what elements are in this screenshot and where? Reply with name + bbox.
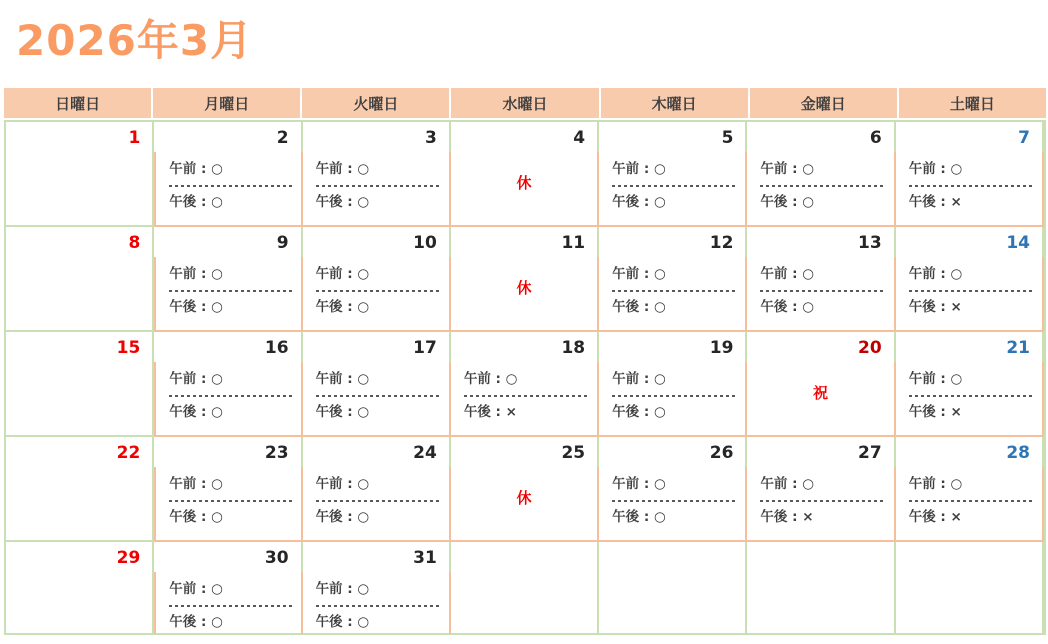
am-status: 午前 : ○ (612, 161, 666, 177)
day-number (599, 542, 747, 572)
calendar-week-row (6, 122, 1044, 227)
calendar-grid (4, 120, 1046, 635)
am-status: 午前 : ○ (169, 371, 223, 387)
pm-status: 午後 : ○ (612, 194, 666, 210)
day-cell (599, 542, 747, 634)
day-body (6, 467, 154, 540)
day-cell (451, 227, 599, 332)
dashed-separator (909, 500, 1033, 502)
am-status: 午前 : ○ (315, 581, 370, 597)
pm-status: 午後 : × (908, 194, 962, 210)
am-status: 午前 : ○ (908, 476, 963, 492)
pm-status: 午後 : × (908, 299, 962, 315)
dashed-separator (760, 185, 884, 187)
day-body (303, 572, 451, 634)
closed-note: 休 (516, 174, 532, 192)
day-number: 20 (747, 332, 895, 362)
pm-status: 午後 : ○ (612, 299, 666, 315)
day-number: 9 (154, 227, 302, 257)
day-body (896, 257, 1044, 330)
day-number (896, 542, 1044, 572)
dashed-separator (612, 185, 736, 187)
weekday-header-row (4, 88, 1046, 118)
day-cell (599, 122, 747, 227)
calendar-title: 2026年3月 (16, 16, 254, 65)
day-number: 13 (747, 227, 895, 257)
pm-status: 午後 : ○ (169, 404, 223, 420)
am-status: 午前 : ○ (760, 266, 814, 282)
dashed-separator (316, 290, 440, 292)
am-status: 午前 : ○ (612, 476, 666, 492)
day-body (154, 572, 302, 634)
day-cell (303, 122, 451, 227)
pm-status: 午後 : × (463, 404, 517, 420)
calendar-week-row (6, 227, 1044, 332)
pm-status: 午後 : ○ (169, 299, 223, 315)
day-number (451, 542, 599, 572)
day-number: 28 (896, 437, 1044, 467)
am-status: 午前 : ○ (315, 476, 370, 492)
holiday-note: 祝 (813, 384, 829, 402)
day-number: 8 (6, 227, 154, 257)
day-body (154, 257, 302, 330)
pm-status: 午後 : ○ (760, 299, 814, 315)
am-status: 午前 : ○ (169, 581, 223, 597)
weekday-header-cell: 水曜日 (451, 88, 598, 118)
pm-status: 午後 : ○ (169, 509, 223, 525)
dashed-separator (316, 185, 440, 187)
day-cell (154, 227, 302, 332)
dashed-separator (316, 605, 440, 607)
am-status: 午前 : ○ (169, 266, 223, 282)
dashed-separator (760, 290, 884, 292)
day-cell (154, 542, 302, 634)
day-body (6, 362, 154, 435)
dashed-separator (169, 290, 291, 292)
day-number: 4 (451, 122, 599, 152)
dashed-separator (760, 500, 884, 502)
dashed-separator (169, 395, 291, 397)
day-number: 19 (599, 332, 747, 362)
day-cell (599, 437, 747, 542)
day-body (599, 257, 747, 330)
day-cell (896, 122, 1044, 227)
day-number: 23 (154, 437, 302, 467)
pm-status: 午後 : × (760, 509, 814, 525)
am-status: 午前 : ○ (315, 161, 370, 177)
am-status: 午前 : ○ (908, 266, 963, 282)
calendar-week-row (6, 437, 1044, 542)
pm-status: 午後 : ○ (169, 194, 223, 210)
day-number: 7 (896, 122, 1044, 152)
pm-status: 午後 : ○ (315, 194, 370, 210)
day-number: 27 (747, 437, 895, 467)
day-body (303, 152, 451, 225)
day-body (599, 362, 747, 435)
day-cell (896, 437, 1044, 542)
day-cell (154, 122, 302, 227)
day-number: 2 (154, 122, 302, 152)
day-body (451, 362, 599, 435)
day-number: 11 (451, 227, 599, 257)
day-number: 18 (451, 332, 599, 362)
pm-status: 午後 : ○ (315, 299, 370, 315)
day-number: 6 (747, 122, 895, 152)
weekday-header-cell: 金曜日 (750, 88, 897, 118)
dashed-separator (169, 185, 291, 187)
dashed-separator (612, 395, 736, 397)
day-cell (6, 227, 154, 332)
day-cell (451, 332, 599, 437)
pm-status: 午後 : ○ (612, 404, 666, 420)
am-status: 午前 : ○ (315, 371, 370, 387)
day-number (747, 542, 895, 572)
am-status: 午前 : ○ (760, 161, 814, 177)
day-body (896, 362, 1044, 435)
day-cell (6, 437, 154, 542)
day-cell (747, 122, 895, 227)
day-body (6, 152, 154, 225)
am-status: 午前 : ○ (612, 266, 666, 282)
day-cell (747, 332, 895, 437)
day-number: 3 (303, 122, 451, 152)
day-body (451, 257, 599, 330)
pm-status: 午後 : ○ (315, 614, 370, 630)
day-number: 29 (6, 542, 154, 572)
day-body (303, 257, 451, 330)
day-number: 17 (303, 332, 451, 362)
calendar-week-row (6, 542, 1044, 633)
dashed-separator (316, 395, 440, 397)
day-number: 25 (451, 437, 599, 467)
day-body (6, 572, 154, 634)
day-body (747, 152, 895, 225)
day-cell (303, 332, 451, 437)
day-cell (303, 437, 451, 542)
day-body (747, 257, 895, 330)
day-body (599, 572, 747, 634)
day-body (303, 362, 451, 435)
day-number: 21 (896, 332, 1044, 362)
am-status: 午前 : ○ (908, 161, 963, 177)
day-cell (6, 542, 154, 634)
day-cell (599, 227, 747, 332)
pm-status: 午後 : ○ (315, 404, 370, 420)
day-cell (747, 542, 895, 634)
day-cell (451, 437, 599, 542)
day-body (154, 467, 302, 540)
day-number: 22 (6, 437, 154, 467)
day-body (747, 362, 895, 435)
am-status: 午前 : ○ (315, 266, 370, 282)
day-number: 30 (154, 542, 302, 572)
day-body (599, 467, 747, 540)
day-number: 15 (6, 332, 154, 362)
day-cell (896, 227, 1044, 332)
day-body (747, 467, 895, 540)
weekday-header-cell: 火曜日 (302, 88, 449, 118)
day-body (896, 467, 1044, 540)
day-cell (303, 227, 451, 332)
day-body (747, 572, 895, 634)
day-number: 1 (6, 122, 154, 152)
day-body (451, 467, 599, 540)
day-cell (451, 122, 599, 227)
day-cell (303, 542, 451, 634)
am-status: 午前 : ○ (760, 476, 814, 492)
weekday-header-cell: 土曜日 (899, 88, 1046, 118)
day-body (154, 362, 302, 435)
dashed-separator (909, 395, 1033, 397)
dashed-separator (612, 500, 736, 502)
weekday-header-cell: 木曜日 (601, 88, 748, 118)
dashed-separator (316, 500, 440, 502)
day-body (451, 572, 599, 634)
closed-note: 休 (516, 279, 532, 297)
dashed-separator (169, 605, 291, 607)
weekday-header-cell: 日曜日 (4, 88, 151, 118)
pm-status: 午後 : × (908, 404, 962, 420)
am-status: 午前 : ○ (169, 161, 223, 177)
day-number: 31 (303, 542, 451, 572)
am-status: 午前 : ○ (612, 371, 666, 387)
day-body (896, 152, 1044, 225)
day-number: 14 (896, 227, 1044, 257)
day-cell (747, 227, 895, 332)
day-cell (154, 437, 302, 542)
day-number: 5 (599, 122, 747, 152)
dashed-separator (909, 185, 1033, 187)
day-body (154, 152, 302, 225)
day-cell (6, 122, 154, 227)
closed-note: 休 (516, 489, 532, 507)
day-cell (154, 332, 302, 437)
day-cell (6, 332, 154, 437)
pm-status: 午後 : ○ (612, 509, 666, 525)
pm-status: 午後 : × (908, 509, 962, 525)
calendar-week-row (6, 332, 1044, 437)
pm-status: 午後 : ○ (760, 194, 814, 210)
day-number: 16 (154, 332, 302, 362)
day-body (896, 572, 1044, 634)
day-cell (896, 542, 1044, 634)
am-status: 午前 : ○ (908, 371, 963, 387)
day-cell (896, 332, 1044, 437)
dashed-separator (464, 395, 588, 397)
am-status: 午前 : ○ (463, 371, 518, 387)
weekday-header-cell: 月曜日 (153, 88, 300, 118)
day-body (303, 467, 451, 540)
day-number: 10 (303, 227, 451, 257)
day-number: 24 (303, 437, 451, 467)
day-cell (599, 332, 747, 437)
pm-status: 午後 : ○ (315, 509, 370, 525)
am-status: 午前 : ○ (169, 476, 223, 492)
day-number: 12 (599, 227, 747, 257)
day-body (6, 257, 154, 330)
day-cell (747, 437, 895, 542)
day-number: 26 (599, 437, 747, 467)
day-body (599, 152, 747, 225)
pm-status: 午後 : ○ (169, 614, 223, 630)
day-cell (451, 542, 599, 634)
dashed-separator (169, 500, 291, 502)
dashed-separator (612, 290, 736, 292)
dashed-separator (909, 290, 1033, 292)
day-body (451, 152, 599, 225)
